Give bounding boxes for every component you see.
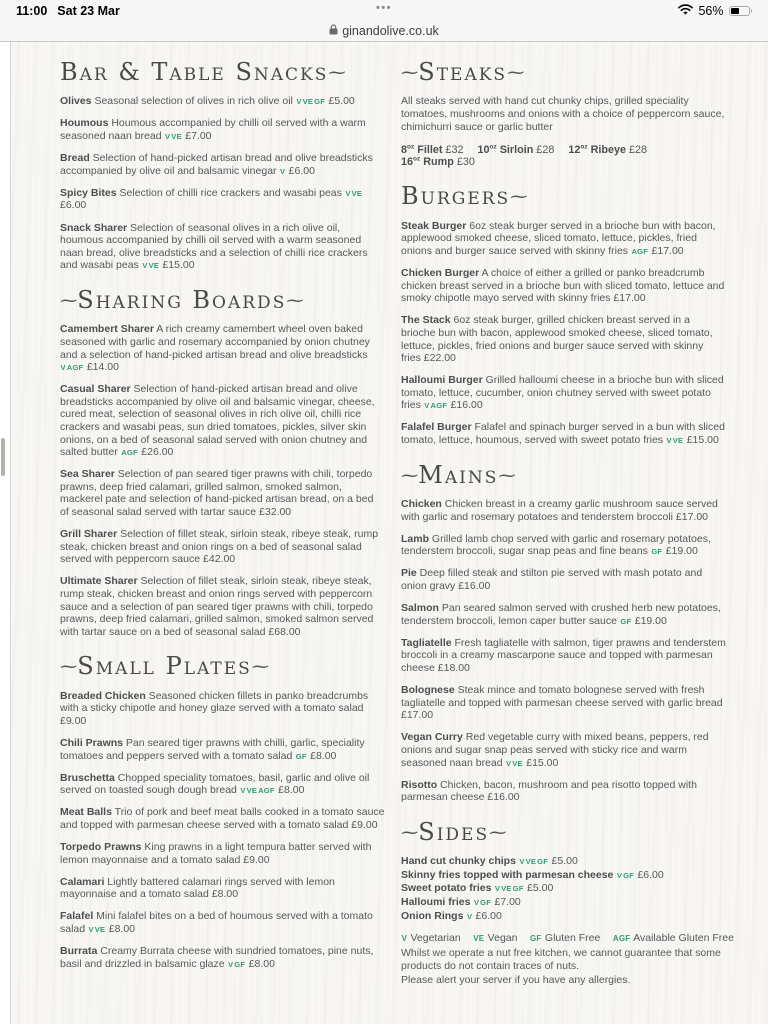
menu-item: [60, 806, 385, 831]
legend-label: Gluten Free: [541, 932, 601, 945]
menu-item: [401, 855, 726, 868]
dietary-tags: [519, 855, 549, 867]
item-description: Selection of fillet steak, sirloin steak, ribeye steak, rump steak, chicken breast and onion rings served with peppercorn sauce and a selection of pan seared tiger prawns with chili, torpedo prawns, deep fried calamari, grilled salmon, smoked salmon served with tartar sauce on a bed of seasonal salad: [60, 575, 374, 638]
dietary-tag: VE: [525, 857, 537, 867]
item-name: Ultimate Sharer: [60, 575, 138, 588]
item-description: Chicken, bacon, mushroom and pea risotto topped with parmesan cheese: [401, 778, 697, 804]
item-price: £16.00: [487, 791, 520, 804]
dietary-tags: [494, 882, 524, 894]
legend: [401, 932, 734, 945]
right-column: [401, 58, 734, 987]
menu-item: [60, 690, 385, 728]
menu-footer: [401, 932, 734, 987]
dietary-tag: V: [616, 870, 623, 880]
swash-left: ⁓: [60, 657, 78, 678]
allergy-note: Whilst we operate a nut free kitchen, we cannot guarantee that some products do not contain traces of nuts.: [401, 947, 721, 973]
dietary-tags: [142, 259, 160, 271]
dietary-tags: [345, 187, 363, 199]
item-price: £19.00: [662, 545, 698, 558]
menu-item: [401, 567, 726, 592]
dietary-tags: [651, 545, 663, 557]
dietary-tags: [296, 95, 326, 107]
item-name: Meat Balls: [60, 806, 112, 819]
steak-sizes: [401, 143, 726, 168]
steak-size: $16^{oz}$ Rump £30: [401, 155, 475, 169]
dietary-tag: VE: [501, 884, 512, 894]
swash-right: ⁓: [489, 822, 507, 843]
menu-item: [60, 95, 385, 108]
item-description: 6oz steak burger served in a brioche bun with bacon, applewood smoked cheese, sliced tomato, lettuce, pickles, fried onions and burger sauce served with skinny fries: [401, 219, 716, 257]
menu-item: [401, 421, 726, 446]
dietary-tag: AGF: [258, 786, 275, 796]
item-price: £42.00: [203, 553, 236, 566]
item-description: Selection of chilli rice crackers and wasabi peas: [116, 186, 342, 199]
dietary-tag: V: [494, 884, 501, 894]
status-right: [678, 3, 752, 18]
item-description: Pan seared salmon served with crushed herb new potatoes, tenderstem broccoli, lemon caper butter sauce: [401, 602, 721, 627]
dietary-tags: [506, 757, 524, 769]
dietary-tag: V: [506, 758, 512, 768]
menu-item: [401, 910, 726, 923]
menu-item: [60, 910, 385, 935]
item-description: Pan seared tiger prawns with chilli, garlic, speciality tomatoes and peppers served with a tomato salad: [60, 737, 365, 762]
menu-section: [60, 653, 385, 970]
legend-label: Vegan: [484, 932, 518, 945]
item-price: £6.00: [60, 199, 87, 212]
menu-page: [0, 42, 768, 1024]
legend-item: [529, 932, 600, 944]
dietary-tags: [121, 446, 139, 458]
menu-item: [401, 684, 726, 722]
item-price: £5.00: [524, 882, 554, 895]
item-price: £6.00: [472, 909, 502, 922]
item-description: Lightly battered calamari rings served with lemon mayonnaise and a tomato salad: [60, 875, 335, 901]
dietary-tag: VE: [171, 132, 182, 142]
menu-item: [401, 731, 726, 769]
section-title: ⁓Mains⁓: [401, 460, 516, 489]
item-name: Houmous: [60, 117, 109, 130]
item-price: £9.00: [243, 853, 270, 866]
item-price: £17.00: [648, 244, 684, 257]
dietary-tag: GF: [480, 898, 492, 907]
item-price: £7.00: [491, 896, 521, 908]
swash-left: ⁓: [60, 290, 78, 311]
section-title: Bar & Table Snacks⁓: [60, 58, 346, 86]
clock: 11:00: [16, 3, 48, 18]
menu-item: [401, 533, 726, 558]
dietary-tag: VE: [351, 188, 363, 198]
dietary-tag: V: [228, 959, 234, 969]
item-name: Lamb: [401, 532, 430, 545]
menu-section: [60, 287, 385, 638]
legend-tag: AGF: [612, 934, 631, 944]
menu-item: [401, 637, 726, 675]
menu-item: [60, 876, 385, 901]
legend-tag: V: [401, 934, 408, 944]
dietary-tag: V: [88, 925, 94, 935]
swash-right: ⁓: [286, 290, 304, 311]
item-price: £5.00: [325, 95, 355, 108]
item-description: Falafel and spinach burger served in a bun with sliced tomato, lettuce, houmous, served with sweet potato fries: [401, 421, 725, 447]
menu-item: [401, 602, 726, 627]
item-price: £8.00: [307, 749, 337, 762]
menu-item: [60, 383, 385, 459]
legend-label: Available Gluten Free: [630, 932, 734, 945]
item-name: Sweet potato fries: [401, 882, 492, 895]
item-name: Casual Sharer: [60, 383, 131, 396]
section-title: ⁓Steaks⁓: [401, 58, 525, 86]
item-name: Snack Sharer: [60, 221, 128, 234]
legend-item: [401, 932, 461, 944]
menu-section: [401, 462, 726, 804]
item-price: £17.00: [613, 292, 646, 305]
item-price: £7.00: [182, 130, 212, 143]
dietary-tag: AGF: [66, 363, 84, 373]
item-description: Selection of hand-picked artisan bread and olive breadsticks accompanied by olive oil and balsamic vinegar, cheese, cured meat, selection of seasonal olives in rich olive oil, chilli rice crackers and wasabi peas, sun dried tomatoes, pickles, silver skin onions, on a bed of seasonal salad served with onion chutney and salted butter: [60, 383, 375, 459]
left-column: [60, 59, 385, 987]
status-left: [16, 4, 130, 18]
item-description: A choice of either a grilled or panko breadcrumb chicken breast served in a brioche bun with sliced tomato, lettuce and smoky chipotle mayo served with skinny fries: [401, 267, 725, 305]
item-price: £15.00: [683, 434, 719, 447]
item-description: Red vegetable curry with mixed beans, peppers, red onions and sugar snap peas served with sticky rice and warm seasoned naan bread: [401, 731, 709, 769]
menu-item: [60, 468, 385, 518]
dietary-tag: V: [60, 363, 66, 373]
dietary-tag: VE: [512, 758, 523, 768]
legend-tag: GF: [529, 934, 542, 944]
item-description: Selection of fillet steak, sirloin steak, ribeye steak, rump steak, chicken breast and onion rings on a bed of seasonal salad served with peppercorn sauce: [60, 528, 379, 566]
dietary-tag: V: [165, 132, 171, 142]
legend-item: [612, 932, 734, 944]
item-price: £6.00: [634, 868, 664, 881]
item-price: £8.00: [275, 784, 305, 797]
menu-item: [60, 187, 385, 212]
dietary-tag: GF: [651, 547, 663, 557]
dietary-tags: [631, 245, 649, 257]
item-price: £22.00: [423, 352, 456, 365]
item-name: Bread: [60, 152, 90, 165]
item-name: Calamari: [60, 875, 105, 888]
dietary-tag: VE: [246, 786, 258, 796]
item-name: Camembert Sharer: [60, 323, 154, 336]
item-name: Vegan Curry: [401, 731, 463, 744]
page-options-button[interactable]: •••: [375, 2, 393, 14]
dietary-tag: VE: [302, 97, 314, 107]
item-name: Falafel: [60, 910, 94, 923]
item-description: Seasonal selection of olives in rich olive oil: [91, 95, 293, 108]
item-price: £14.00: [83, 361, 119, 374]
item-description: Mini falafel bites on a bed of houmous served with a tomato salad: [60, 910, 373, 936]
steak-size: $8^{oz}$ Fillet £32: [401, 143, 464, 156]
dietary-tag: V: [473, 898, 480, 907]
item-description: Deep filled steak and stilton pie served with mash potato and onion gravy: [401, 567, 703, 593]
item-description: Selection of hand-picked artisan bread and olive breadsticks accompanied by olive oil and balsamic vinegar: [60, 152, 373, 177]
menu-section: [60, 59, 385, 272]
lock-icon: [329, 24, 338, 38]
item-description: Chicken breast in a creamy garlic mushroom sauce served with garlic and rosemary potatoes and tenderstem broccoli: [401, 498, 718, 523]
item-name: Breaded Chicken: [60, 689, 146, 702]
allergy-note: Please alert your server if you have any allergies.: [401, 973, 631, 986]
menu-item: [401, 896, 726, 909]
menu-section: [401, 819, 726, 922]
item-name: Bolognese: [401, 684, 455, 697]
dietary-tag: GF: [295, 751, 307, 761]
dietary-tag: GF: [314, 97, 326, 107]
menu-item: [401, 882, 726, 895]
item-description: Houmous accompanied by chilli oil served with a warm seasoned naan bread: [60, 117, 366, 143]
dietary-tag: AGF: [121, 448, 138, 458]
item-price: £8.00: [211, 888, 239, 901]
item-description: King prawns in a light tempura batter served with lemon mayonnaise and a tomato salad: [60, 841, 372, 866]
dietary-tags: [424, 399, 448, 411]
item-name: Chicken Burger: [401, 267, 480, 280]
item-price: £17.00: [401, 709, 434, 722]
item-price: £26.00: [138, 446, 174, 459]
browser-chrome: [0, 0, 768, 42]
legend-item: [473, 932, 518, 944]
item-name: Skinny fries topped with parmesan cheese: [401, 868, 614, 881]
wifi-icon: [678, 4, 693, 18]
item-description: Grilled halloumi cheese in a brioche bun with sliced tomato, lettuce, cucumber, onion chutney served with sweet potato fries: [401, 374, 724, 412]
item-price: £5.00: [548, 855, 578, 868]
swash-left: ⁓: [401, 822, 419, 843]
item-name: Halloumi fries: [401, 896, 471, 908]
item-name: Sea Sharer: [60, 468, 115, 481]
swash-left: ⁓: [401, 465, 419, 486]
menu-item: [401, 498, 726, 523]
url-bar[interactable]: [0, 21, 768, 41]
menu-item: [60, 841, 385, 866]
item-description: Fresh tagliatelle with salmon, tiger prawns and tenderstem broccoli in a creamy mascarpone sauce and topped with parmesan cheese: [401, 636, 726, 674]
url-domain: ginandolive.co.uk: [342, 24, 439, 38]
dietary-tag: GF: [234, 959, 246, 969]
item-name: Pie: [401, 567, 417, 580]
item-name: Halloumi Burger: [401, 374, 483, 387]
item-name: Olives: [60, 95, 92, 108]
item-description: Selection of pan seared tiger prawns with chili, torpedo prawns, deep fried calamari, grilled salmon, smoked salmon, mackerel pate and selection of hand-picked artisan bread, on a bed of seasonal salad served with tartar sauce: [60, 468, 374, 519]
dietary-tags: [666, 434, 684, 446]
item-name: Hand cut chunky chips: [401, 855, 516, 868]
item-description: Steak mince and tomato bolognese served with fresh tagliatelle and topped with parmesan cheese served with garlic bread: [401, 684, 723, 709]
item-name: The Stack: [401, 314, 451, 327]
item-name: Spicy Bites: [60, 186, 117, 199]
menu-item: [401, 779, 726, 804]
section-title: Burgers⁓: [401, 182, 528, 211]
battery-tip: [751, 9, 753, 13]
item-name: Chili Prawns: [60, 737, 124, 750]
menu-item: [401, 220, 726, 258]
item-name: Risotto: [401, 778, 438, 791]
item-name: Steak Burger: [401, 219, 467, 232]
dietary-tags: [60, 361, 84, 373]
item-price: £19.00: [631, 614, 667, 627]
section-title: ⁓Sides⁓: [401, 817, 507, 846]
dietary-tag: GF: [623, 870, 635, 880]
menu-item: [60, 737, 385, 762]
item-description: Trio of pork and beef meat balls cooked in a tomato sauce and topped with parmesan cheese served with a tomato salad: [60, 806, 385, 832]
menu-item: [401, 314, 726, 364]
dietary-tag: GF: [537, 857, 549, 867]
item-price: £6.00: [285, 164, 315, 177]
menu-item: [60, 152, 385, 177]
swash-right: ⁓: [328, 63, 346, 83]
item-price: £8.00: [105, 923, 136, 936]
dietary-tag: VE: [672, 436, 684, 446]
item-description: Grilled lamb chop served with garlic and rosemary potatoes, tenderstem broccoli, sugar snap peas and fine beans: [401, 532, 711, 558]
swash-right: ⁓: [507, 63, 525, 83]
dietary-tag: V: [279, 166, 286, 176]
section-title: ⁓Sharing Boards⁓: [60, 285, 304, 314]
menu-item: [60, 222, 385, 272]
item-name: Burrata: [60, 945, 98, 958]
dietary-tags: [620, 615, 632, 627]
item-price: £18.00: [437, 661, 470, 674]
dietary-tag: GF: [620, 616, 632, 626]
item-name: Torpedo Prawns: [60, 841, 142, 854]
item-name: Tagliatelle: [401, 636, 452, 649]
menu-item: [60, 772, 385, 797]
item-description: Selection of seasonal olives in a rich olive oil, houmous accompanied by chilli oil served with a warm seasoned naan bread, olive breadsticks and a selection of chilli rice crackers and wasabi peas: [60, 221, 368, 272]
menu-item: [60, 945, 385, 970]
legend-tag: VE: [473, 934, 485, 944]
dietary-tag: V: [519, 857, 525, 867]
menu-section: [401, 59, 726, 168]
item-name: Onion Rings: [401, 909, 464, 922]
dietary-tag: V: [466, 911, 473, 921]
section-intro: All steaks served with hand cut chunky chips, grilled speciality tomatoes, mushrooms and onions with a choice of peppercorn sauce, chimichurri sauce or garlic butter: [401, 95, 725, 133]
swash-right: ⁓: [498, 465, 516, 486]
dietary-tag: VE: [94, 925, 106, 935]
menu-item: [60, 575, 385, 638]
item-price: £8.00: [245, 957, 275, 970]
swash-left: ⁓: [401, 63, 419, 83]
menu-item: [60, 323, 385, 373]
menu-item: [401, 869, 726, 882]
dietary-tag: V: [240, 786, 246, 796]
menu-item: [401, 374, 726, 412]
battery-icon: [729, 6, 750, 16]
menu-item: [60, 117, 385, 142]
dietary-tag: VE: [148, 261, 160, 271]
item-description: Chopped speciality tomatoes, basil, garlic and olive oil served on toasted sough dough bread: [60, 771, 370, 797]
item-price: £32.00: [259, 506, 292, 519]
status-bar: [0, 0, 768, 21]
dietary-tag: V: [345, 188, 351, 198]
menu: [0, 42, 768, 987]
dietary-tags: [88, 923, 106, 935]
item-price: £16.00: [447, 399, 483, 412]
menu-section: [401, 183, 726, 446]
swash-right: ⁓: [251, 657, 270, 678]
item-description: A rich creamy camembert wheel oven baked seasoned with garlic and rosemary accompanied by onion chutney and a selection of hand-picked artisan bread and olive breadsticks: [60, 323, 370, 361]
item-price: £9.00: [60, 714, 87, 727]
battery-percent: 56%: [698, 3, 724, 18]
item-price: £9.00: [351, 819, 378, 832]
legend-label: Vegetarian: [407, 932, 461, 945]
dietary-tags: [228, 958, 246, 970]
item-price: £17.00: [675, 510, 709, 523]
dietary-tag: V: [142, 261, 148, 271]
item-price: £15.00: [159, 259, 195, 272]
menu-item: [401, 267, 726, 305]
steak-size: $12^{oz}$ Ribeye £28: [568, 143, 647, 156]
swash-right: ⁓: [510, 187, 528, 208]
dietary-tag: AGF: [430, 401, 448, 411]
item-name: Salmon: [401, 602, 439, 615]
item-price: £15.00: [523, 756, 559, 769]
dietary-tag: V: [424, 401, 430, 411]
item-name: Bruschetta: [60, 771, 115, 784]
steak-size: $10^{oz}$ Sirloin £28: [477, 143, 555, 156]
dietary-tag: AGF: [631, 246, 649, 256]
notes: [401, 947, 726, 986]
item-name: Falafel Burger: [401, 421, 472, 434]
date: Sat 23 Mar: [57, 3, 120, 18]
dietary-tag: GF: [512, 884, 524, 894]
dietary-tags: [616, 869, 634, 881]
item-description: Seasoned chicken fillets in panko breadcrumbs with a sticky chipotle and honey glaze served with a tomato salad: [60, 689, 369, 715]
item-price: £16.00: [458, 580, 491, 593]
item-name: Grill Sharer: [60, 528, 118, 541]
dietary-tags: [295, 750, 307, 762]
dietary-tags: [165, 130, 183, 142]
menu-item: [60, 528, 385, 566]
dietary-tag: V: [296, 97, 302, 107]
section-title: ⁓Small Plates⁓: [60, 652, 270, 681]
item-price: £68.00: [268, 625, 301, 638]
item-description: 6oz steak burger, grilled chicken breast served in a brioche bun with bacon, applewood smoked cheese, sliced tomato, lettuce, pickles, fried onions and burger sauce served with skinny fries: [401, 314, 713, 365]
dietary-tags: [240, 784, 275, 796]
dietary-tags: [473, 896, 491, 908]
item-description: Creamy Burrata cheese with sundried tomatoes, pine nuts, basil and drizzled in balsamic glaze: [60, 945, 374, 970]
dietary-tag: V: [666, 436, 672, 446]
item-name: Chicken: [401, 498, 442, 511]
